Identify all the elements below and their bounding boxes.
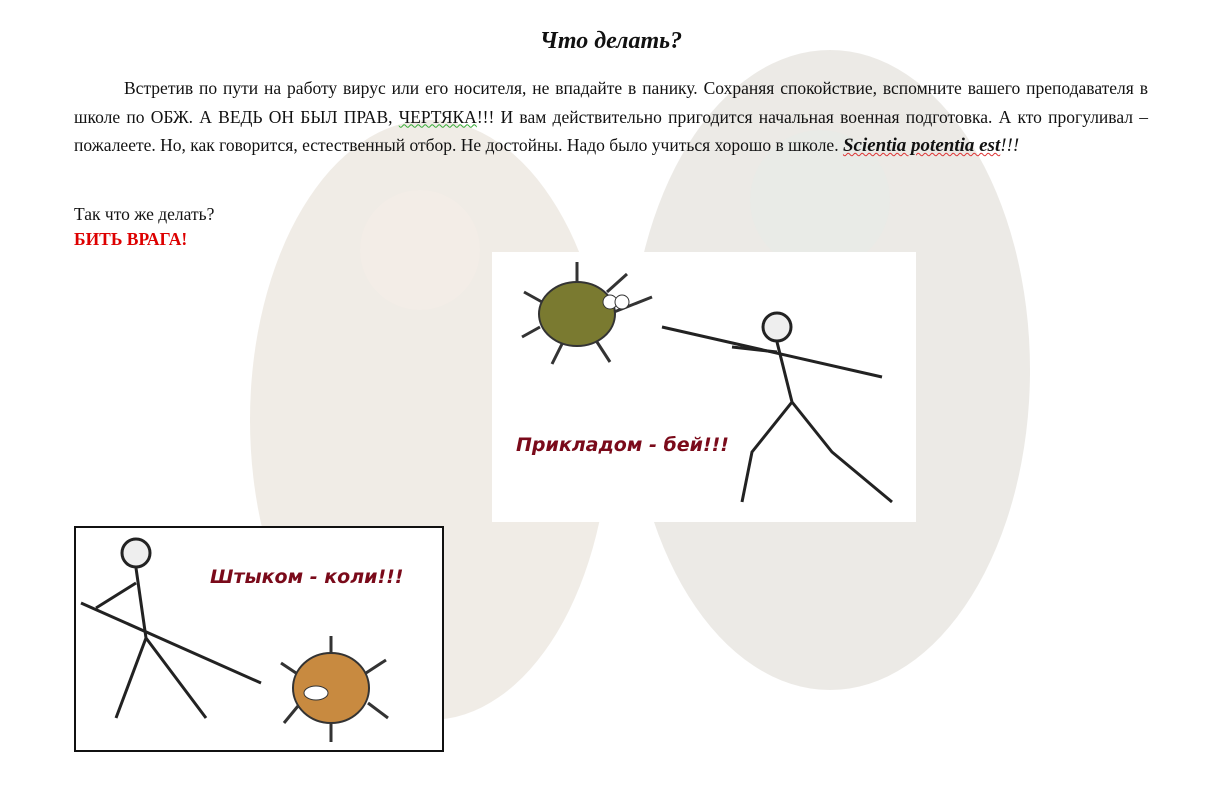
virus-icon xyxy=(522,262,652,364)
body-paragraph xyxy=(74,74,1148,161)
virus-icon xyxy=(281,636,388,742)
answer-text: БИТЬ ВРАГА! xyxy=(74,229,188,249)
soldier-figure xyxy=(662,313,892,502)
soldier-vs-virus-drawing xyxy=(76,528,442,750)
question-text: Так что же делать? xyxy=(74,204,215,224)
latin-exclaim: !!! xyxy=(1000,135,1020,156)
soldier-vs-virus-drawing xyxy=(492,252,916,522)
paragraph-text: Встретив по пути на работу вирус или его носителя, не впадайте в панику. Сохраняя спокойствие, вспомните вашего преподавателя в школе по ОБЖ. А ВЕДЬ ОН БЫЛ ПРАВ, xyxy=(74,78,1148,127)
image-caption: Прикладом - бей!!! xyxy=(516,434,729,456)
paragraph-text-cont: !!! И вам действительно пригодится начальная военная подготовка. А кто прогуливал – пожалеете. Но, как говорится, естественный отбор. Не достойны. Надо было учиться хорошо в школе. xyxy=(74,106,1148,155)
illustration-rifle-butt xyxy=(492,252,916,522)
illustration-bayonet xyxy=(74,526,444,752)
grammar-flagged-word[interactable]: ЧЕРТЯКА xyxy=(398,106,477,127)
page-title: Что делать? xyxy=(539,28,683,54)
image-caption: Штыком - коли!!! xyxy=(210,566,404,588)
latin-phrase[interactable]: Scientia potentia est xyxy=(842,135,1001,156)
